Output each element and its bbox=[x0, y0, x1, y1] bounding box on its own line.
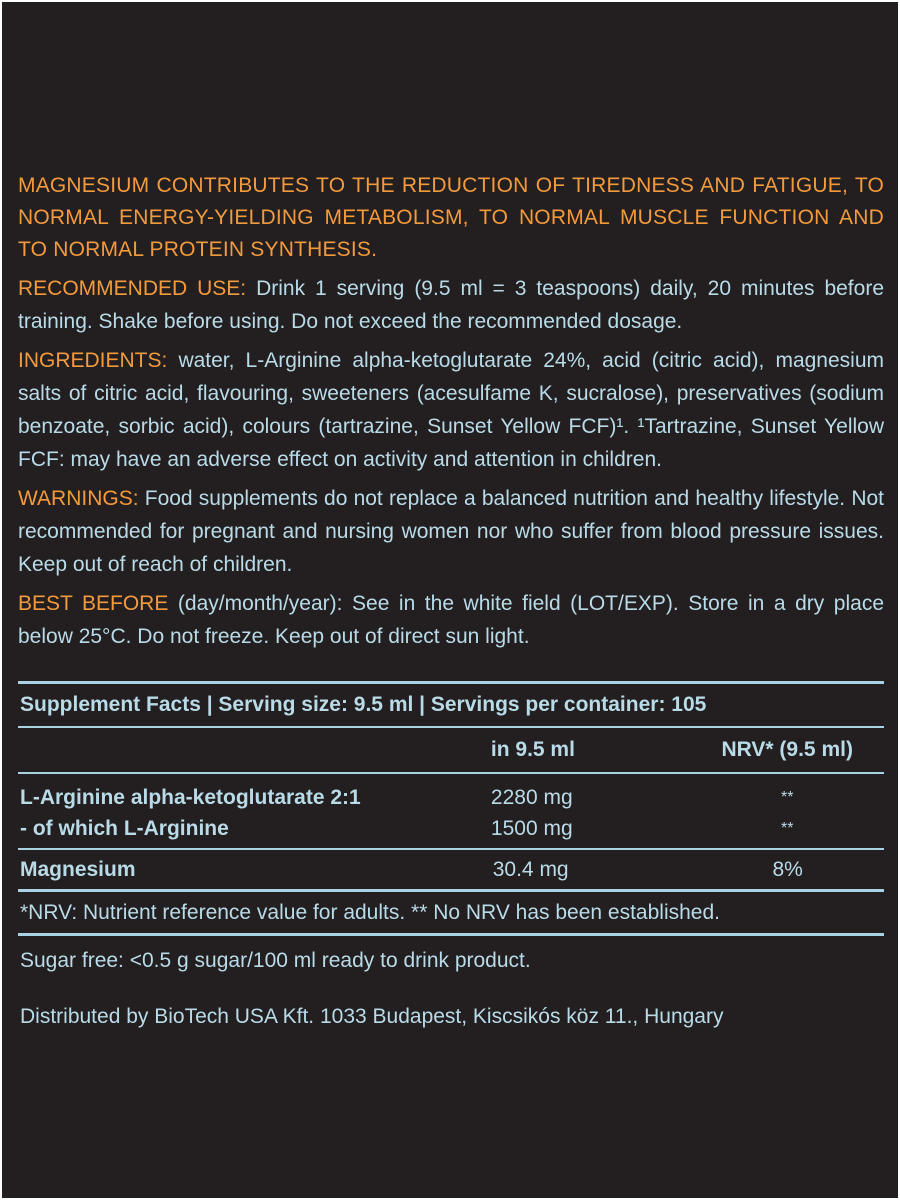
table-row bbox=[18, 774, 884, 814]
nutrient-name: - of which L-Arginine bbox=[20, 817, 229, 840]
ingredients-text: water, L-Arginine alpha-ketoglutarate 24%, acid (citric acid), magnesium salts of citric acid, flavouring, sweeteners (acesulfame K, sucralose), preservatives (sodium benzoate, sorbic acid), colours (tartrazine, Sunset Yellow FCF)¹. ¹Tartrazine, Sunset Yellow FCF: may have an adverse effect on activity and attention in children. bbox=[18, 349, 884, 471]
nutrient-nrv: ** bbox=[780, 789, 794, 806]
ingredients-label: INGREDIENTS: bbox=[18, 349, 168, 372]
warnings-paragraph bbox=[18, 482, 884, 581]
label-panel bbox=[2, 2, 898, 1198]
distributor-note: Distributed by BioTech USA Kft. 1033 Budapest, Kiscsikós köz 11., Hungary bbox=[20, 1005, 724, 1028]
sugar-free-note: Sugar free: <0.5 g sugar/100 ml ready to drink product. bbox=[20, 949, 531, 972]
nutrient-amount: 1500 mg bbox=[490, 817, 573, 840]
best-before-label: BEST BEFORE bbox=[18, 592, 169, 615]
health-claim: MAGNESIUM CONTRIBUTES TO THE REDUCTION OF TIREDNESS AND FATIGUE, TO NORMAL ENERGY-YIELDING METABOLISM, TO NORMAL MUSCLE FUNCTION AND TO NORMAL PROTEIN SYNTHESIS. bbox=[18, 174, 884, 261]
warnings-text: Food supplements do not replace a balanced nutrition and healthy lifestyle. Not recommended for pregnant and nursing women nor who suffer from blood pressure issues. Keep out of reach of children. bbox=[18, 487, 884, 576]
nutrient-amount: 30.4 mg bbox=[492, 857, 569, 881]
table-header-row bbox=[18, 728, 884, 774]
recommended-use-paragraph bbox=[18, 272, 884, 338]
nrv-footnote: *NRV: Nutrient reference value for adults. ** No NRV has been established. bbox=[18, 892, 884, 936]
supplement-facts-title: Supplement Facts | Serving size: 9.5 ml | Servings per container: 105 bbox=[18, 684, 884, 728]
best-before-paragraph bbox=[18, 587, 884, 653]
header-amount: in 9.5 ml bbox=[490, 738, 575, 761]
header-nrv: NRV* (9.5 ml) bbox=[721, 738, 853, 761]
nutrient-nrv: ** bbox=[780, 820, 794, 837]
recommended-use-label: RECOMMENDED USE: bbox=[18, 277, 247, 300]
table-row bbox=[18, 850, 884, 892]
nutrient-nrv: 8% bbox=[772, 857, 803, 881]
nutrient-name: L-Arginine alpha-ketoglutarate 2:1 bbox=[20, 786, 361, 809]
nutrient-name: Magnesium bbox=[20, 857, 136, 881]
table-row bbox=[18, 814, 884, 850]
label-content bbox=[18, 170, 884, 1032]
nutrient-amount: 2280 mg bbox=[490, 786, 573, 809]
recommended-use-text: Drink 1 serving (9.5 ml = 3 teaspoons) daily, 20 minutes before training. Shake before using. Do not exceed the recommended dosage. bbox=[18, 277, 884, 333]
supplement-facts-table bbox=[18, 681, 884, 936]
ingredients-paragraph bbox=[18, 344, 884, 476]
warnings-label: WARNINGS: bbox=[18, 487, 139, 510]
best-before-text: (day/month/year): See in the white field (LOT/EXP). Store in a dry place below 25°C. Do not freeze. Keep out of direct sun light. bbox=[18, 592, 884, 648]
